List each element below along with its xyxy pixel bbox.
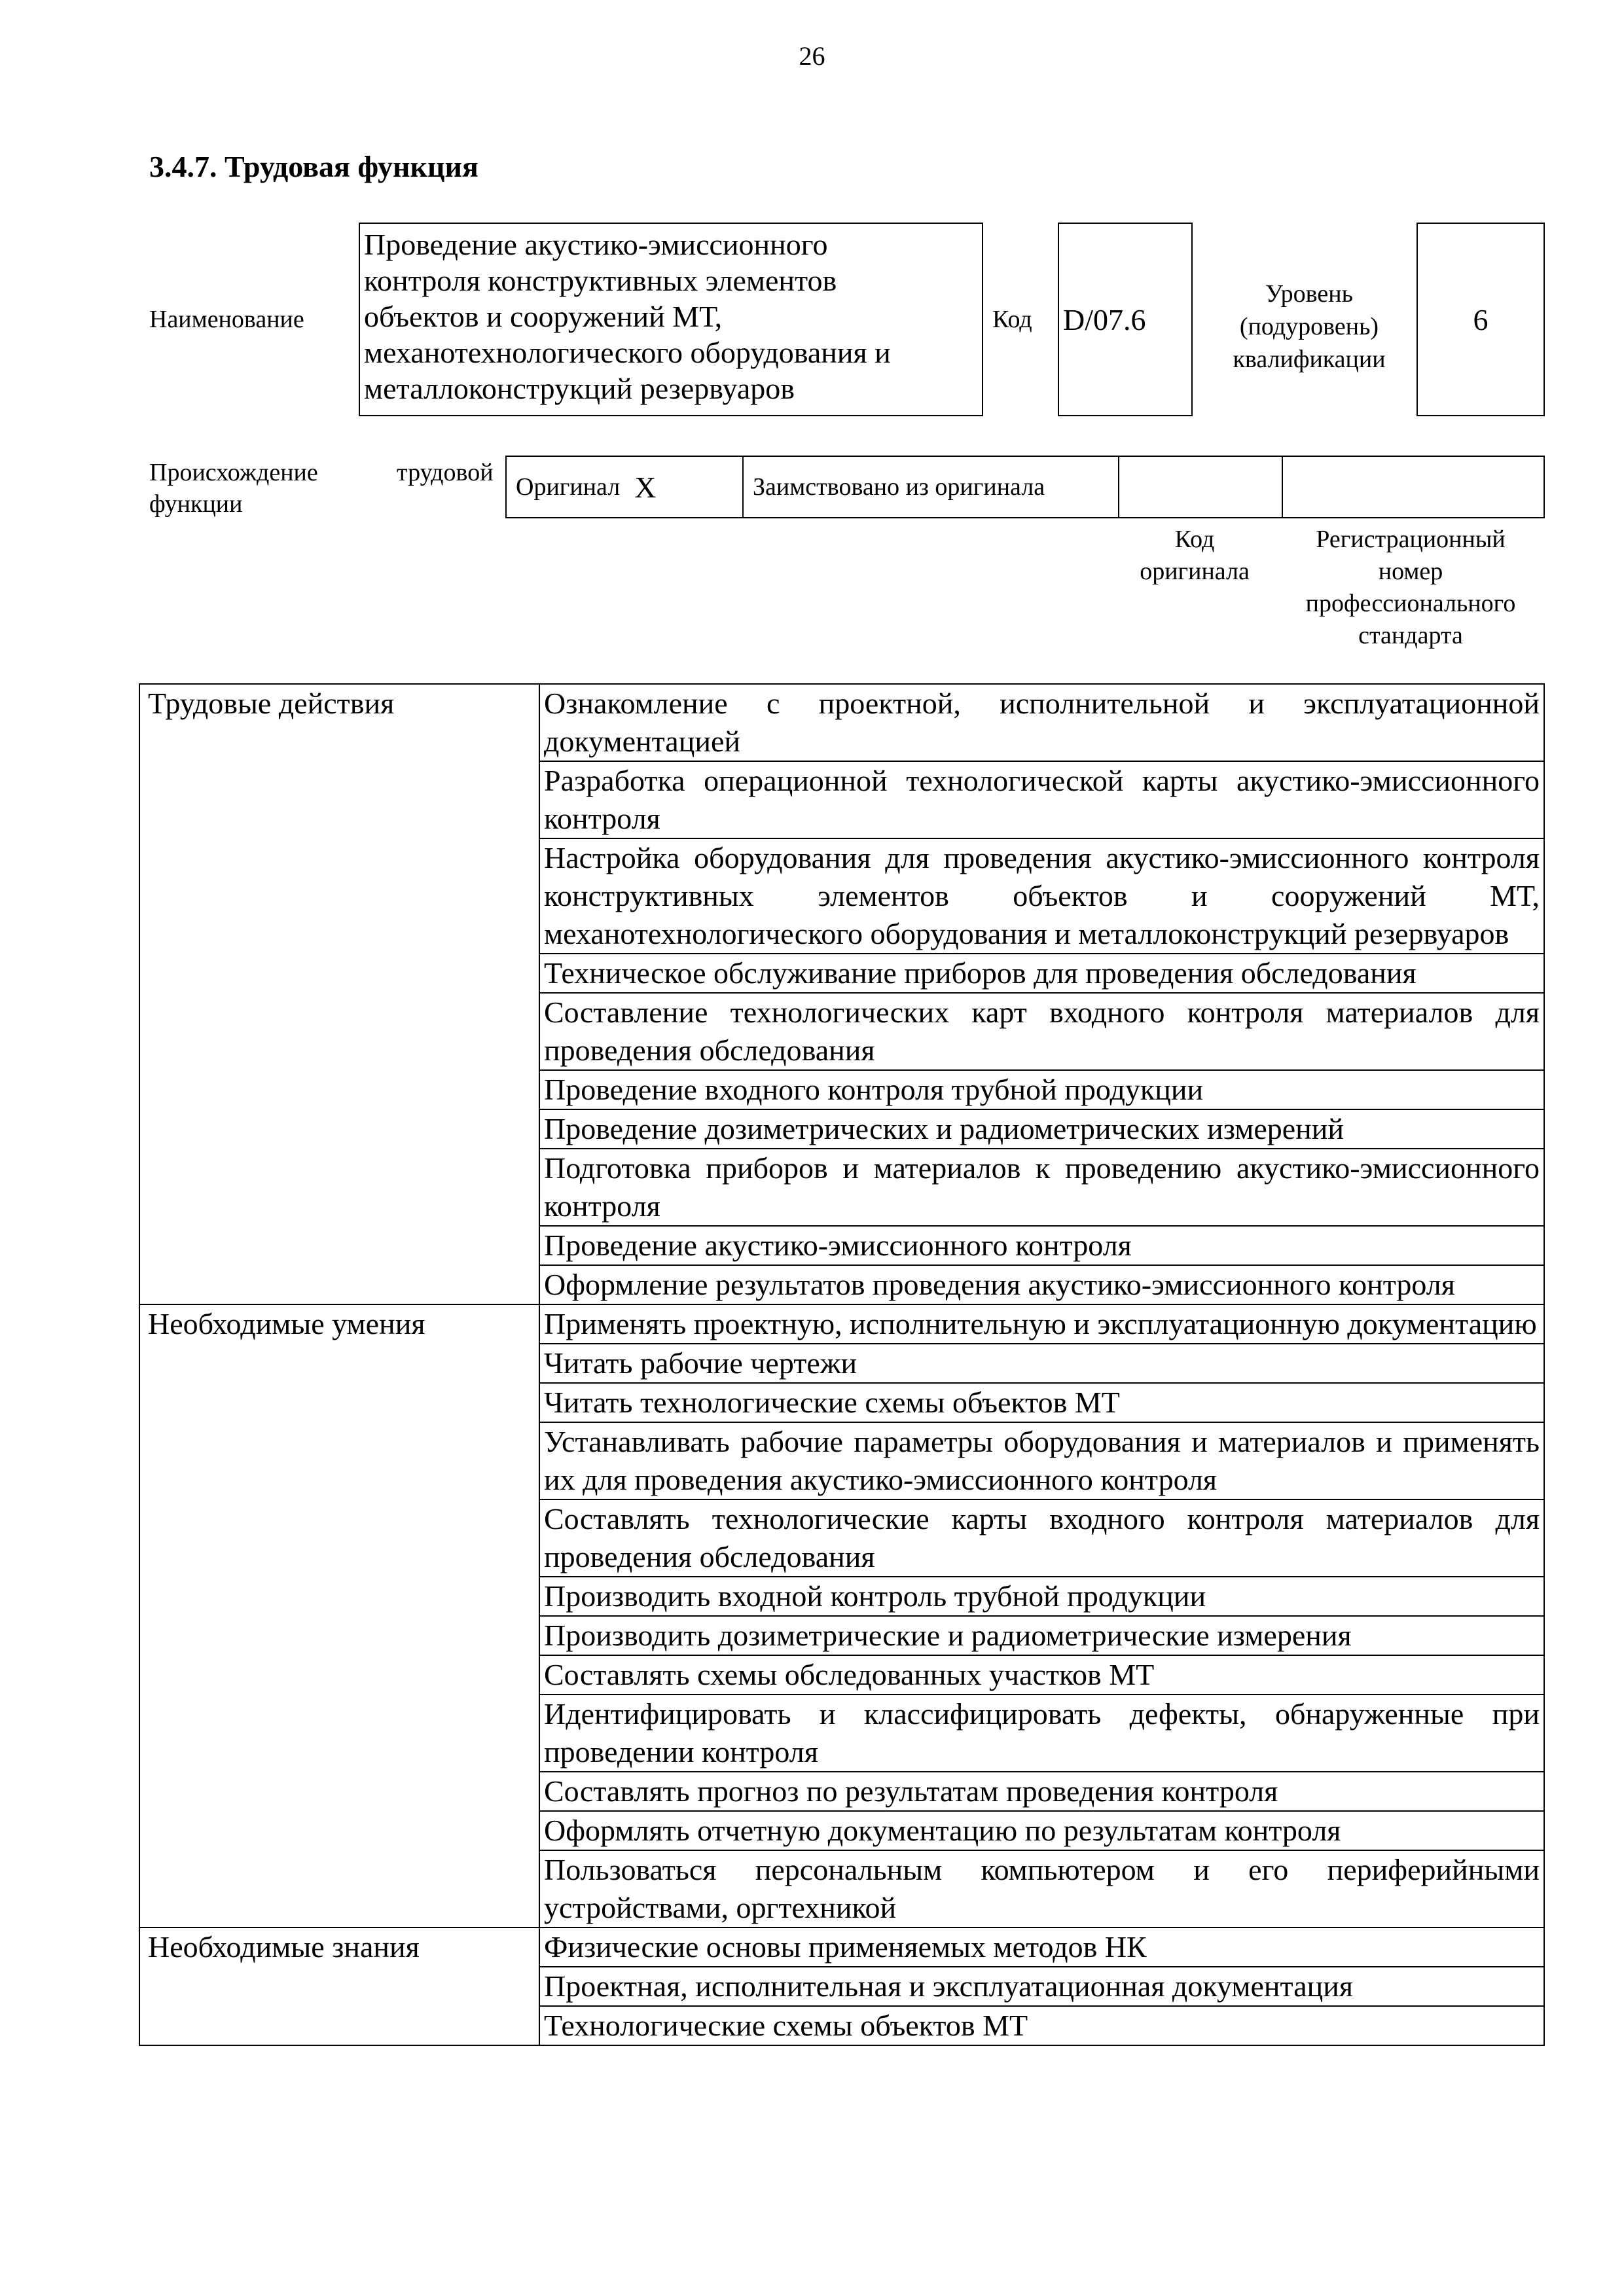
reg-caption-line: Регистрационный <box>1316 526 1506 553</box>
table-row <box>139 1928 1544 1967</box>
section-title-cell: Необходимые знания <box>139 1928 539 2045</box>
table-cell: Читать технологические схемы объектов МТ <box>539 1383 1544 1422</box>
reg-caption-line: профессионального <box>1305 590 1516 617</box>
code-caption-line: Код <box>1174 526 1215 553</box>
code-value: D/07.6 <box>1058 223 1193 416</box>
table-cell: Ознакомление с проектной, исполнительной и эксплуатационной документацией <box>539 684 1544 761</box>
table-cell: Производить дозиметрические и радиометрические измерения <box>539 1616 1544 1655</box>
code-caption-line: оригинала <box>1140 558 1250 585</box>
reg-caption-line: номер <box>1378 558 1443 585</box>
name-label: Наименование <box>149 306 304 333</box>
table-cell: Технологические схемы объектов МТ <box>539 2006 1544 2045</box>
table-cell: Оформление результатов проведения акустико-эмиссионного контроля <box>539 1265 1544 1304</box>
table-cell: Оформлять отчетную документацию по результатам контроля <box>539 1811 1544 1850</box>
original-label: Оригинал <box>516 473 621 501</box>
code-caption <box>1113 524 1276 588</box>
function-name-line: объектов и сооружений МТ, <box>364 300 723 333</box>
level-label <box>1211 278 1407 376</box>
table-cell: Составлять технологические карты входного контроля материалов для проведения обследования <box>539 1499 1544 1577</box>
function-name-line: контроля конструктивных элементов <box>364 264 837 297</box>
table-cell: Настройка оборудования для проведения акустико-эмиссионного контроля конструктивных элементов объектов и сооружений МТ, механотехнологического оборудования и металлоконструкций резервуаров <box>539 838 1544 954</box>
origin-label-top-right: трудовой <box>397 459 494 486</box>
section-title: 3.4.7. Трудовая функция <box>149 150 478 183</box>
code-label: Код <box>992 306 1032 333</box>
table-cell: Составлять прогноз по результатам проведения контроля <box>539 1772 1544 1811</box>
table-cell: Проведение акустико-эмиссионного контроля <box>539 1226 1544 1265</box>
section-title-cell: Трудовые действия <box>139 684 539 1304</box>
level-value: 6 <box>1416 223 1545 416</box>
table-row <box>139 684 1544 761</box>
function-name-box <box>359 223 983 416</box>
function-name-line: металлоконструкций резервуаров <box>364 372 795 405</box>
level-label-line: Уровень <box>1265 280 1353 308</box>
origin-label-bottom: функции <box>149 490 243 518</box>
table-cell: Составлять схемы обследованных участков МТ <box>539 1655 1544 1695</box>
function-name-line: Проведение акустико-эмиссионного <box>364 228 828 261</box>
borrowed-cell <box>744 457 1119 517</box>
table-cell: Проведение дозиметрических и радиометрических измерений <box>539 1109 1544 1149</box>
table-cell: Проведение входного контроля трубной продукции <box>539 1070 1544 1109</box>
section-title-cell: Необходимые умения <box>139 1304 539 1928</box>
table-cell: Применять проектную, исполнительную и эксплуатационную документацию <box>539 1304 1544 1344</box>
table-cell: Производить входной контроль трубной продукции <box>539 1577 1544 1616</box>
original-cell <box>507 457 744 517</box>
origin-table <box>505 456 1545 518</box>
registration-number-cell <box>1283 457 1543 517</box>
table-cell: Физические основы применяемых методов НК <box>539 1928 1544 1967</box>
table-cell: Составление технологических карт входного контроля материалов для проведения обследования <box>539 993 1544 1070</box>
borrowed-label: Заимствовано из оригинала <box>753 473 1045 501</box>
original-code-cell <box>1119 457 1283 517</box>
table-cell: Пользоваться персональным компьютером и его периферийными устройствами, оргтехникой <box>539 1850 1544 1928</box>
page-number: 26 <box>799 41 825 71</box>
table-row <box>139 1304 1544 1344</box>
origin-label-top-left: Происхождение <box>149 459 318 486</box>
labor-function-table <box>139 683 1545 2046</box>
original-mark: X <box>634 470 657 504</box>
function-name-line: механотехнологического оборудования и <box>364 336 891 369</box>
table-cell: Подготовка приборов и материалов к проведению акустико-эмиссионного контроля <box>539 1149 1544 1226</box>
table-cell: Идентифицировать и классифицировать дефекты, обнаруженные при проведении контроля <box>539 1695 1544 1772</box>
table-cell: Читать рабочие чертежи <box>539 1344 1544 1383</box>
table-cell: Устанавливать рабочие параметры оборудования и материалов и применять их для проведения акустико-эмиссионного контроля <box>539 1422 1544 1499</box>
reg-caption-line: стандарта <box>1358 622 1463 649</box>
level-label-line: квалификации <box>1233 346 1386 373</box>
table-cell: Техническое обслуживание приборов для проведения обследования <box>539 954 1544 993</box>
table-cell: Проектная, исполнительная и эксплуатационная документация <box>539 1967 1544 2006</box>
level-label-line: (подуровень) <box>1239 313 1379 340</box>
table-cell: Разработка операционной технологической карты акустико-эмиссионного контроля <box>539 761 1544 838</box>
reg-caption <box>1276 524 1545 652</box>
